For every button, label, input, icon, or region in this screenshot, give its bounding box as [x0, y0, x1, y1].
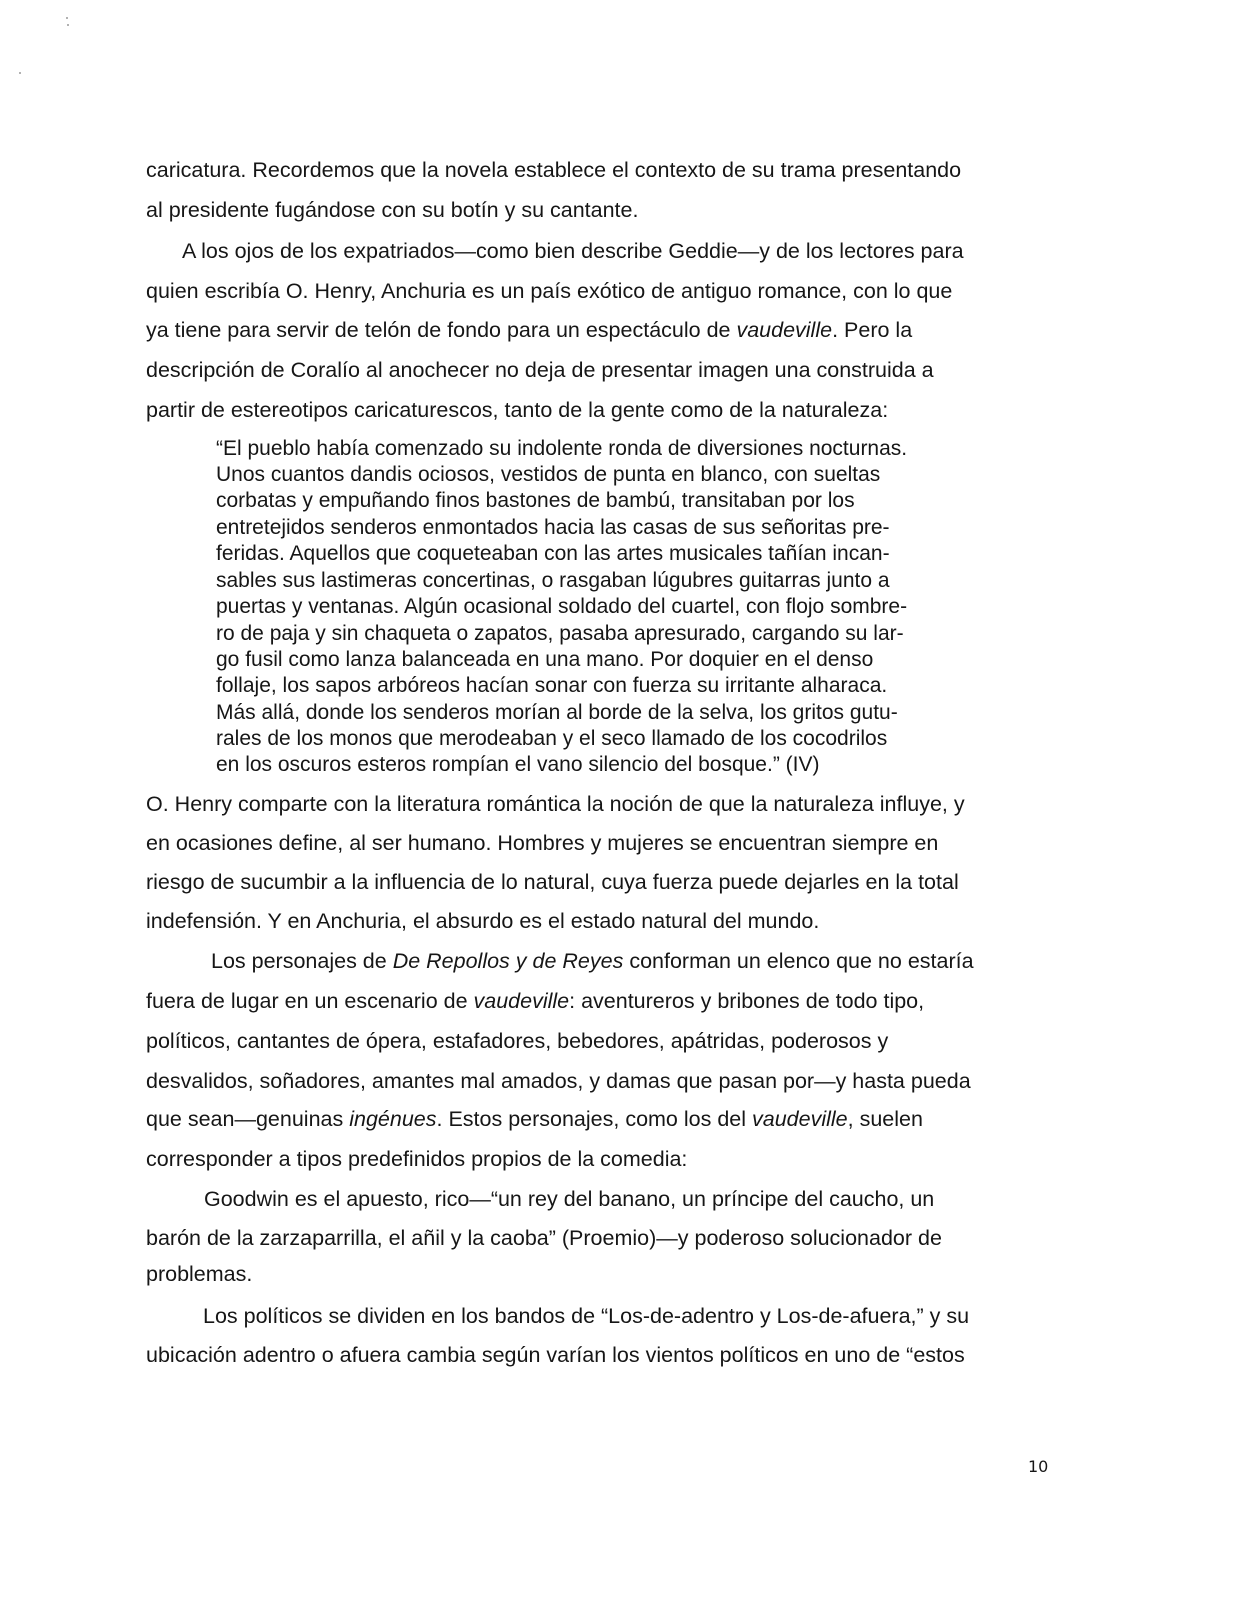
text-line: al presidente fugándose con su botín y su cantante.	[146, 198, 639, 222]
text-run: fuera de lugar en un escenario de	[146, 989, 474, 1013]
quote-line: rales de los monos que merodeaban y el seco llamado de los cocodrilos	[216, 727, 888, 750]
text-run: Los personajes de	[211, 949, 393, 973]
text-line: ubicación adentro o afuera cambia según varían los vientos políticos en uno de “estos	[146, 1343, 965, 1367]
text-line: problemas.	[146, 1262, 253, 1286]
page-number: 10	[1028, 1457, 1049, 1476]
quote-line: en los oscuros esteros rompían el vano silencio del bosque.” (IV)	[216, 753, 820, 776]
text-run: ya tiene para servir de telón de fondo para un espectáculo de	[146, 318, 737, 342]
text-line: O. Henry comparte con la literatura romántica la noción de que la naturaleza influye, y	[146, 792, 965, 816]
text-line: desvalidos, soñadores, amantes mal amados, y damas que pasan por—y hasta pueda	[146, 1069, 971, 1093]
quote-line: entretejidos senderos enmontados hacia las casas de sus señoritas pre-	[216, 516, 890, 539]
text-line: Goodwin es el apuesto, rico—“un rey del banano, un príncipe del caucho, un	[204, 1187, 935, 1211]
text-line: Los políticos se dividen en los bandos de “Los-de-adentro y Los-de-afuera,” y su	[203, 1304, 970, 1328]
text-line	[146, 1106, 923, 1132]
quote-line: Unos cuantos dandis ociosos, vestidos de punta en blanco, con sueltas	[216, 463, 881, 486]
text-run: . Pero la	[832, 318, 913, 342]
text-run: : aventureros y bribones de todo tipo,	[569, 989, 925, 1013]
text-run: , suelen	[847, 1107, 923, 1131]
text-run: . Estos personajes, como los del	[436, 1107, 752, 1131]
text-line: quien escribía O. Henry, Anchuria es un país exótico de antiguo romance, con lo que	[146, 279, 953, 303]
italic-term: vaudeville	[736, 318, 833, 342]
text-line: indefensión. Y en Anchuria, el absurdo es el estado natural del mundo.	[146, 909, 820, 933]
italic-term: ingénues	[349, 1107, 437, 1131]
quote-line: feridas. Aquellos que coqueteaban con las artes musicales tañían incan-	[216, 542, 890, 565]
text-line	[211, 948, 974, 974]
quote-line: puertas y ventanas. Algún ocasional soldado del cuartel, con flojo sombre-	[216, 595, 908, 618]
book-title: De Repollos y de Reyes	[392, 949, 624, 973]
quote-line: go fusil como lanza balanceada en una mano. Por doquier en el denso	[216, 648, 874, 671]
text-line: en ocasiones define, al ser humano. Hombres y mujeres se encuentran siempre en	[146, 831, 939, 855]
text-line: barón de la zarzaparrilla, el añil y la caoba” (Proemio)—y poderoso solucionador de	[146, 1226, 942, 1250]
quote-line: sables sus lastimeras concertinas, o rasgaban lúgubres guitarras junto a	[216, 569, 890, 592]
text-line	[146, 317, 912, 343]
text-line: riesgo de sucumbir a la influencia de lo natural, cuya fuerza puede dejarles en la total	[146, 870, 959, 894]
quote-line: follaje, los sapos arbóreos hacían sonar con fuerza su irritante alharaca.	[216, 674, 888, 697]
text-line: descripción de Coralío al anochecer no deja de presentar imagen una construida a	[146, 358, 934, 382]
scan-speck	[66, 17, 68, 19]
scan-speck	[67, 24, 69, 26]
text-line: caricatura. Recordemos que la novela establece el contexto de su trama presentando	[146, 158, 962, 182]
italic-term: vaudeville	[473, 989, 570, 1013]
text-line	[146, 988, 924, 1014]
text-run: conforman un elenco que no estaría	[623, 949, 974, 973]
italic-term: vaudeville	[752, 1107, 848, 1131]
text-line: partir de estereotipos caricaturescos, tanto de la gente como de la naturaleza:	[146, 398, 889, 422]
scan-speck	[19, 72, 21, 74]
quote-line: corbatas y empuñando finos bastones de bambú, transitaban por los	[216, 489, 855, 512]
text-line: políticos, cantantes de ópera, estafadores, bebedores, apátridas, poderosos y	[146, 1029, 889, 1053]
quote-line: ro de paja y sin chaqueta o zapatos, pasaba apresurado, cargando su lar-	[216, 622, 904, 645]
text-line: A los ojos de los expatriados—como bien describe Geddie—y de los lectores para	[182, 239, 964, 263]
quote-line: Más allá, donde los senderos morían al borde de la selva, los gritos gutu-	[216, 701, 898, 724]
text-line: corresponder a tipos predefinidos propios de la comedia:	[146, 1147, 688, 1171]
quote-line: “El pueblo había comenzado su indolente ronda de diversiones nocturnas.	[216, 437, 908, 460]
text-run: que sean—genuinas	[146, 1107, 350, 1131]
